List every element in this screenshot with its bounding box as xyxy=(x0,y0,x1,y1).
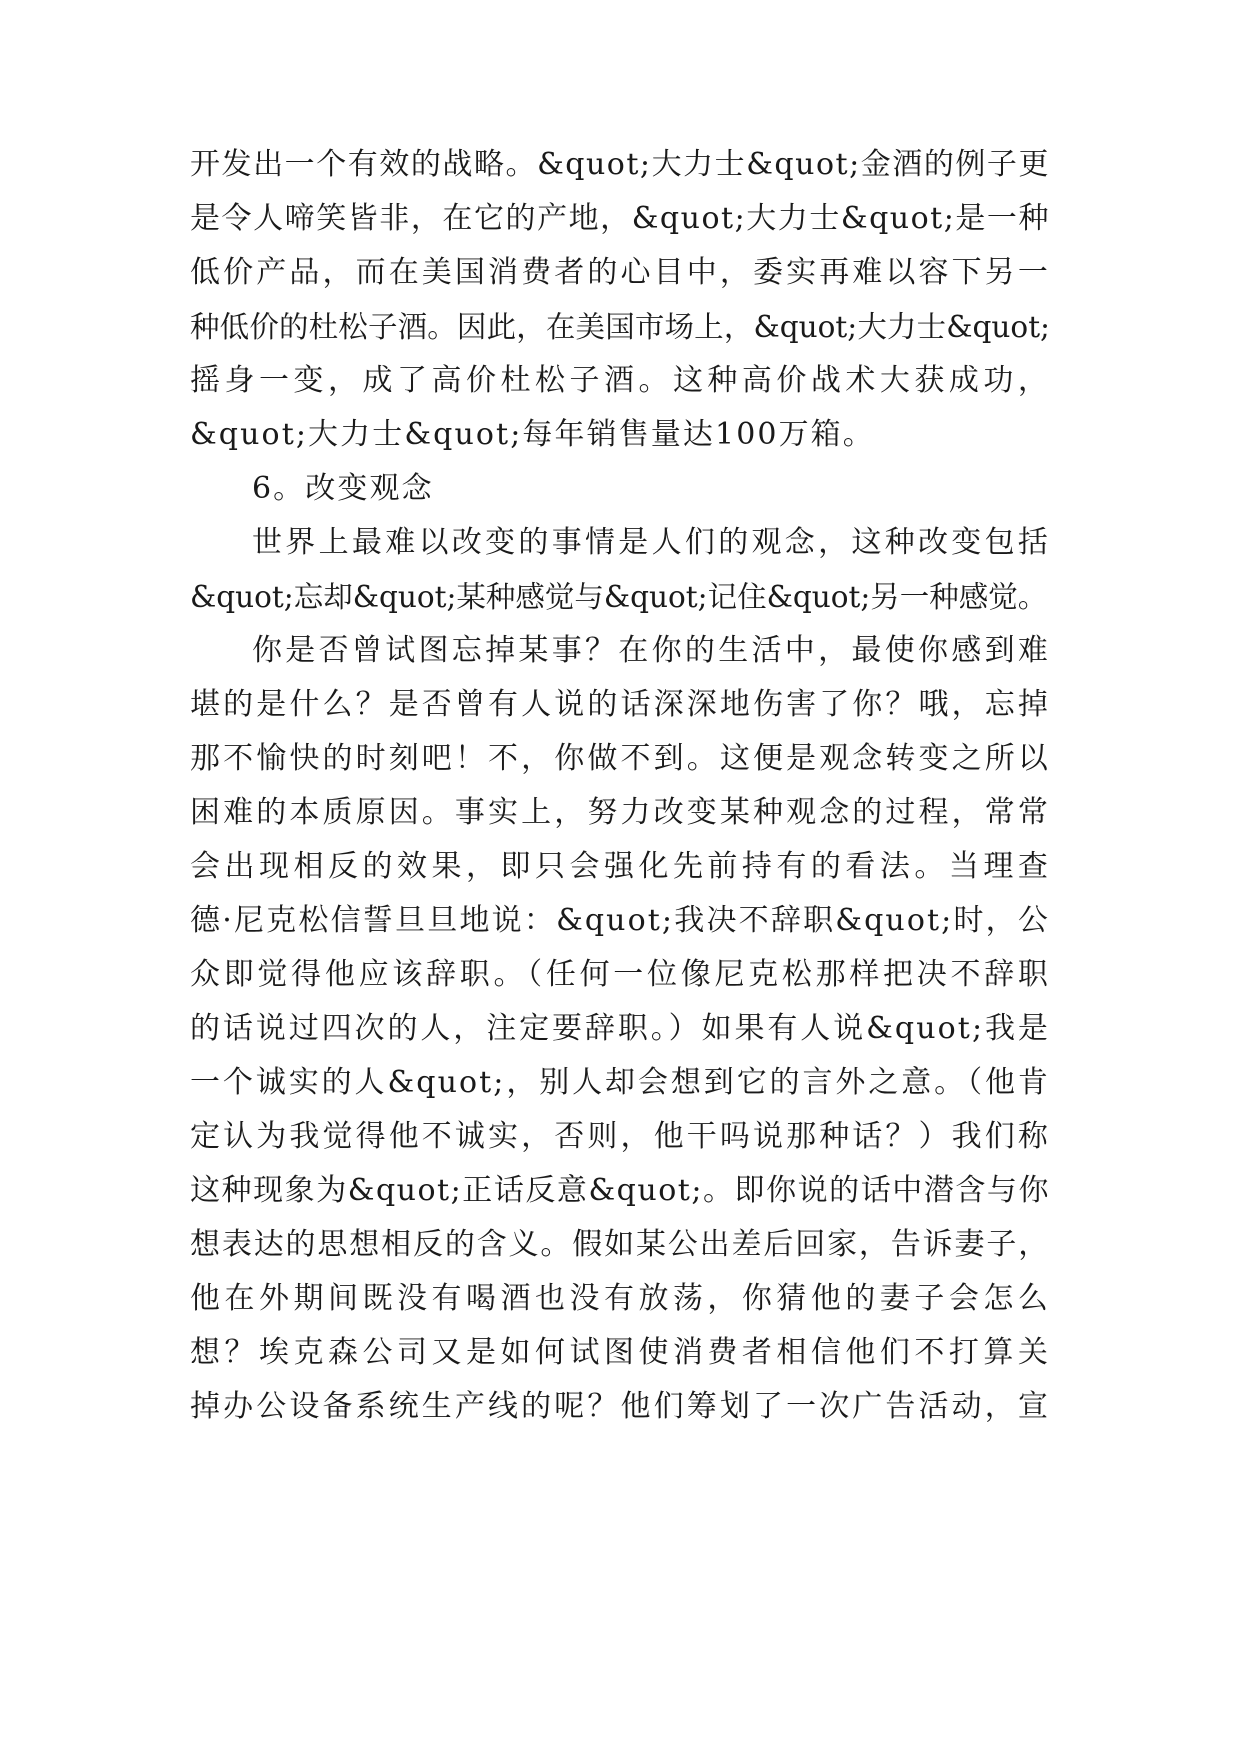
text-line-19: 定认为我觉得他不诚实，否则，他干吗说那种话？）我们称 xyxy=(190,1119,1050,1154)
text-line-11: 堪的是什么？是否曾有人说的话深深地伤害了你？哦，忘掉 xyxy=(190,687,1050,722)
text-line-14: 会出现相反的效果，即只会强化先前持有的看法。当理查 xyxy=(190,849,1050,884)
text-line-6: &quot;大力士&quot;每年销售量达100万箱。 xyxy=(190,417,875,452)
text-line-13: 困难的本质原因。事实上，努力改变某种观念的过程，常常 xyxy=(190,795,1050,830)
text-line-10: 你是否曾试图忘掉某事？在你的生活中，最使你感到难 xyxy=(252,633,1050,668)
text-line-22: 他在外期间既没有喝酒也没有放荡，你猜他的妻子会怎么 xyxy=(190,1281,1050,1316)
text-line-24: 掉办公设备系统生产线的呢？他们筹划了一次广告活动，宣 xyxy=(190,1389,1050,1424)
text-line-5: 摇身一变，成了高价杜松子酒。这种高价战术大获成功， xyxy=(190,363,1050,398)
section-heading: 6。改变观念 xyxy=(252,471,434,506)
text-line-18: 一个诚实的人&quot;，别人却会想到它的言外之意。（他肯 xyxy=(190,1065,1050,1100)
text-line-12: 那不愉快的时刻吧！不，你做不到。这便是观念转变之所以 xyxy=(190,741,1050,776)
text-line-21: 想表达的思想相反的含义。假如某公出差后回家，告诉妻子， xyxy=(190,1227,1050,1262)
text-line-1: 开发出一个有效的战略。&quot;大力士&quot;金酒的例子更 xyxy=(190,147,1050,182)
text-line-17: 的话说过四次的人，注定要辞职。）如果有人说&quot;我是 xyxy=(190,1011,1050,1046)
text-line-20: 这种现象为&quot;正话反意&quot;。即你说的话中潜含与你 xyxy=(190,1173,1050,1208)
text-line-16: 众即觉得他应该辞职。（任何一位像尼克松那样把决不辞职 xyxy=(190,957,1050,992)
text-line-8: 世界上最难以改变的事情是人们的观念，这种改变包括 xyxy=(252,525,1050,560)
text-line-15: 德·尼克松信誓旦旦地说：&quot;我决不辞职&quot;时，公 xyxy=(190,903,1050,938)
text-line-23: 想？埃克森公司又是如何试图使消费者相信他们不打算关 xyxy=(190,1335,1050,1370)
text-line-3: 低价产品，而在美国消费者的心目中，委实再难以容下另一 xyxy=(190,255,1050,290)
text-line-4: 种低价的杜松子酒。因此，在美国市场上，&quot;大力士&quot; xyxy=(190,310,1050,344)
text-line-9: &quot;忘却&quot;某种感觉与&quot;记住&quot;另一种感觉。 xyxy=(190,580,1048,614)
text-line-2: 是令人啼笑皆非，在它的产地，&quot;大力士&quot;是一种 xyxy=(190,201,1050,236)
